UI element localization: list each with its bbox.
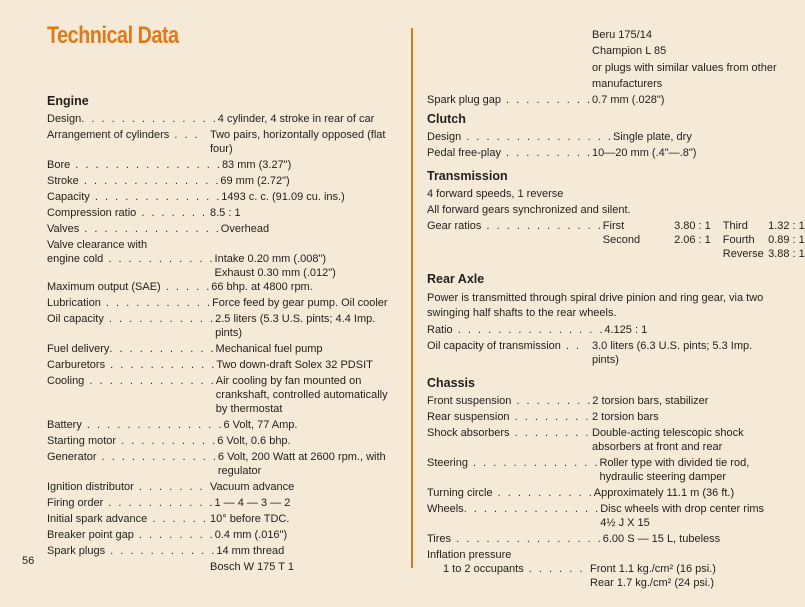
transmission-heading: Transmission bbox=[427, 169, 508, 183]
spec-value: 6.00 S — 15 L, tubeless bbox=[602, 533, 721, 545]
gear-cell: Fourth bbox=[722, 234, 755, 246]
spec-label: Ignition distributor . . . . . . . bbox=[47, 481, 205, 493]
spec-row bbox=[427, 532, 777, 546]
spec-row bbox=[47, 544, 402, 558]
spec-label: Design . . . . . . . . . . . . . . . bbox=[427, 131, 613, 143]
spec-row bbox=[47, 496, 402, 510]
transmission-line-1: 4 forward speeds, 1 reverse bbox=[427, 188, 564, 200]
spec-value: 2 torsion bars bbox=[592, 411, 659, 423]
page-title: Technical Data bbox=[47, 22, 179, 49]
spec-value: Intake 0.20 mm (.008") Exhaust 0.30 mm (.012") bbox=[214, 253, 336, 279]
gear-cell bbox=[649, 247, 711, 261]
spec-value: Two down-draft Solex 32 PDSIT bbox=[216, 359, 373, 371]
spec-value: Single plate, dry bbox=[612, 131, 692, 143]
inflation-row: 1 to 2 occupants . . . . . . Front 1.1 kg./cm² (16 psi.) Rear 1.7 kg./cm² (24 psi.) bbox=[443, 563, 716, 589]
spec-label: Battery . . . . . . . . . . . . . . bbox=[47, 419, 224, 431]
spec-value: Roller type with divided tie rod, hydraulic steering damper bbox=[599, 457, 750, 483]
spec-label: Maximum output (SAE) . . . . . bbox=[47, 281, 212, 293]
spec-value: 0.4 mm (.016") bbox=[214, 529, 288, 541]
gear-ratios-row: Gear ratios . . . . . . . . . . . . First 3.80 : 1 Third 1.32 : 1 Second 2.06 : 1 Fourth 0.89 : 1 Reverse 3.88 : 1 bbox=[427, 220, 805, 260]
spec-row bbox=[47, 342, 402, 356]
rear-axle-heading: Rear Axle bbox=[427, 272, 485, 286]
spec-row bbox=[427, 410, 777, 424]
spec-label: Rear suspension . . . . . . . . bbox=[427, 411, 591, 423]
spec-row bbox=[47, 374, 402, 416]
spec-label: Initial spark advance . . . . . . bbox=[47, 513, 208, 525]
spec-row bbox=[47, 206, 402, 220]
spec-row bbox=[47, 512, 402, 526]
gear-cell: First bbox=[602, 220, 625, 232]
spec-label: Steering . . . . . . . . . . . . . bbox=[427, 457, 600, 469]
gear-cell: Reverse bbox=[722, 248, 764, 260]
gear-cell: Third bbox=[722, 220, 748, 232]
spec-row bbox=[47, 128, 402, 156]
spec-value: 1 — 4 — 3 — 2 bbox=[214, 497, 291, 509]
spec-value: 83 mm (3.27") bbox=[221, 159, 292, 171]
spec-label: Oil capacity . . . . . . . . . . . bbox=[47, 313, 216, 325]
spec-value: 4.125 : 1 bbox=[604, 324, 648, 336]
spec-value: 1493 c. c. (91.09 cu. ins.) bbox=[221, 191, 345, 203]
engine-spec-list-2 bbox=[47, 280, 402, 574]
spec-value: 6 Volt, 77 Amp. bbox=[223, 419, 298, 431]
inflation-label: Inflation pressure bbox=[427, 549, 512, 561]
spark-plug-gap-row: Spark plug gap . . . . . . . . . 0.7 mm (.028") bbox=[427, 94, 665, 106]
spec-label: Bore . . . . . . . . . . . . . . . bbox=[47, 159, 222, 171]
rear-axle-description: Power is transmitted through spiral drive pinion and ring gear, via two swinging half shafts to the rear wheels. bbox=[427, 292, 764, 319]
spec-value: 2 torsion bars, stabilizer bbox=[592, 395, 709, 407]
spec-label: Ratio . . . . . . . . . . . . . . . bbox=[427, 324, 605, 336]
right-column bbox=[427, 28, 805, 590]
gear-cell: 3.80 : 1 bbox=[674, 220, 711, 232]
spec-row bbox=[47, 434, 402, 448]
spec-row bbox=[47, 174, 402, 188]
gear-ratio-table bbox=[603, 219, 805, 261]
spec-label: Arrangement of cylinders . . . bbox=[47, 129, 200, 141]
spec-row bbox=[427, 502, 777, 530]
spec-row bbox=[47, 358, 402, 372]
spec-value: 66 bhp. at 4800 rpm. bbox=[211, 281, 313, 293]
spec-label: Shock absorbers . . . . . . . . bbox=[427, 427, 591, 439]
clutch-spec-list bbox=[427, 130, 777, 160]
rear-axle-spec-list bbox=[427, 323, 777, 367]
spec-value: 10—20 mm (.4"—.8") bbox=[592, 147, 697, 159]
spec-row bbox=[47, 222, 402, 236]
chassis-heading: Chassis bbox=[427, 376, 475, 390]
spec-label bbox=[47, 560, 210, 574]
spec-row bbox=[47, 528, 402, 542]
chassis-spec-list bbox=[427, 394, 777, 546]
spec-row bbox=[47, 296, 402, 310]
spec-label: Tires . . . . . . . . . . . . . . . bbox=[427, 533, 603, 545]
spec-label: Front suspension . . . . . . . . bbox=[427, 395, 593, 407]
spec-label: Valve clearance with engine cold . . . . . . . . . . . bbox=[47, 239, 215, 265]
spec-label: Stroke . . . . . . . . . . . . . . bbox=[47, 175, 221, 187]
spec-row bbox=[427, 456, 777, 484]
spec-row bbox=[47, 418, 402, 432]
spec-label: Breaker point gap . . . . . . . . bbox=[47, 529, 215, 541]
spec-label: Wheels. . . . . . . . . . . . . . bbox=[427, 503, 601, 515]
spec-value: Approximately 11.1 m (36 ft.) bbox=[593, 487, 735, 499]
spec-value: Force feed by gear pump. Oil cooler bbox=[212, 297, 388, 309]
spec-row bbox=[47, 560, 402, 574]
valve-clearance-row bbox=[47, 238, 402, 280]
spec-value: Two pairs, horizontally opposed (flat four) bbox=[210, 129, 386, 155]
spec-value: Disc wheels with drop center rims 4½ J X 15 bbox=[600, 503, 765, 529]
gear-cell: 1.32 : 1 bbox=[768, 220, 805, 232]
spec-value: 6 Volt, 200 Watt at 2600 rpm., with regulator bbox=[217, 451, 386, 477]
engine-heading: Engine bbox=[47, 94, 89, 108]
spec-row bbox=[47, 450, 402, 478]
gear-cell bbox=[603, 247, 649, 261]
spec-row bbox=[427, 146, 777, 160]
spec-row bbox=[47, 158, 402, 172]
spec-value: Double-acting telescopic shock absorbers at front and rear bbox=[592, 427, 744, 453]
spec-label: Firing order . . . . . . . . . . . bbox=[47, 497, 215, 509]
spec-value: Air cooling by fan mounted on crankshaft, controlled automatically by thermostat bbox=[215, 375, 388, 415]
spec-value: 6 Volt, 0.6 bhp. bbox=[217, 435, 291, 447]
spec-label: Generator . . . . . . . . . . . . bbox=[47, 451, 218, 463]
gear-cell: 0.89 : 1 bbox=[768, 234, 805, 246]
spec-row bbox=[427, 394, 777, 408]
spec-label: Oil capacity of transmission . . bbox=[427, 340, 582, 352]
spec-row bbox=[427, 339, 777, 367]
spec-value: 2.5 liters (5.3 U.S. pints; 4.4 Imp. pints) bbox=[215, 313, 376, 339]
spec-value: 8.5 : 1 bbox=[210, 207, 241, 219]
spec-label: Lubrication . . . . . . . . . . . bbox=[47, 297, 213, 309]
left-column bbox=[47, 93, 402, 576]
transmission-line-2: All forward gears synchronized and silent. bbox=[427, 204, 631, 216]
spec-row bbox=[427, 426, 777, 454]
spec-label: Cooling . . . . . . . . . . . . . bbox=[47, 375, 216, 387]
spec-label: Carburetors . . . . . . . . . . . bbox=[47, 359, 217, 371]
spec-value: 14 mm thread bbox=[216, 545, 285, 557]
gear-cell: Second bbox=[602, 234, 641, 246]
spec-label: Compression ratio . . . . . . . bbox=[47, 207, 208, 219]
spec-label: Turning circle . . . . . . . . . . bbox=[427, 487, 594, 499]
column-divider bbox=[411, 28, 413, 568]
spec-value: Bosch W 175 T 1 bbox=[210, 561, 294, 573]
spec-row bbox=[47, 112, 402, 126]
spec-label: Starting motor . . . . . . . . . . bbox=[47, 435, 218, 447]
spec-label: Spark plugs . . . . . . . . . . . bbox=[47, 545, 217, 557]
spec-value: Vacuum advance bbox=[210, 481, 295, 493]
engine-spec-list bbox=[47, 112, 402, 236]
spec-value: 69 mm (2.72") bbox=[220, 175, 290, 187]
spec-value: 3.0 liters (6.3 U.S. pints; 5.3 Imp. pints) bbox=[592, 340, 753, 366]
spec-value: Overhead bbox=[220, 223, 270, 235]
clutch-heading: Clutch bbox=[427, 112, 466, 126]
spec-label: Valves . . . . . . . . . . . . . . bbox=[47, 223, 221, 235]
spec-value: 10° before TDC. bbox=[210, 513, 290, 525]
spec-row bbox=[47, 480, 402, 494]
spec-row bbox=[427, 323, 777, 337]
gear-cell: 3.88 : 1 bbox=[768, 248, 805, 260]
spark-plug-alternatives: Beru 175/14 Champion L 85 or plugs with similar values from other manufacturers bbox=[592, 29, 777, 90]
spec-label: Pedal free-play . . . . . . . . . bbox=[427, 147, 593, 159]
spec-row bbox=[427, 130, 777, 144]
gear-cell: 2.06 : 1 bbox=[674, 234, 711, 246]
spec-row bbox=[47, 190, 402, 204]
spec-label: Fuel delivery. . . . . . . . . . . bbox=[47, 343, 216, 355]
spec-label: Capacity . . . . . . . . . . . . . bbox=[47, 191, 222, 203]
spec-row bbox=[47, 280, 402, 294]
spec-row bbox=[47, 312, 402, 340]
page-number: 56 bbox=[22, 555, 35, 567]
spec-value: 4 cylinder, 4 stroke in rear of car bbox=[217, 113, 375, 125]
spec-row bbox=[427, 486, 777, 500]
spec-label: Design. . . . . . . . . . . . . . bbox=[47, 113, 218, 125]
spec-value: Mechanical fuel pump bbox=[215, 343, 323, 355]
